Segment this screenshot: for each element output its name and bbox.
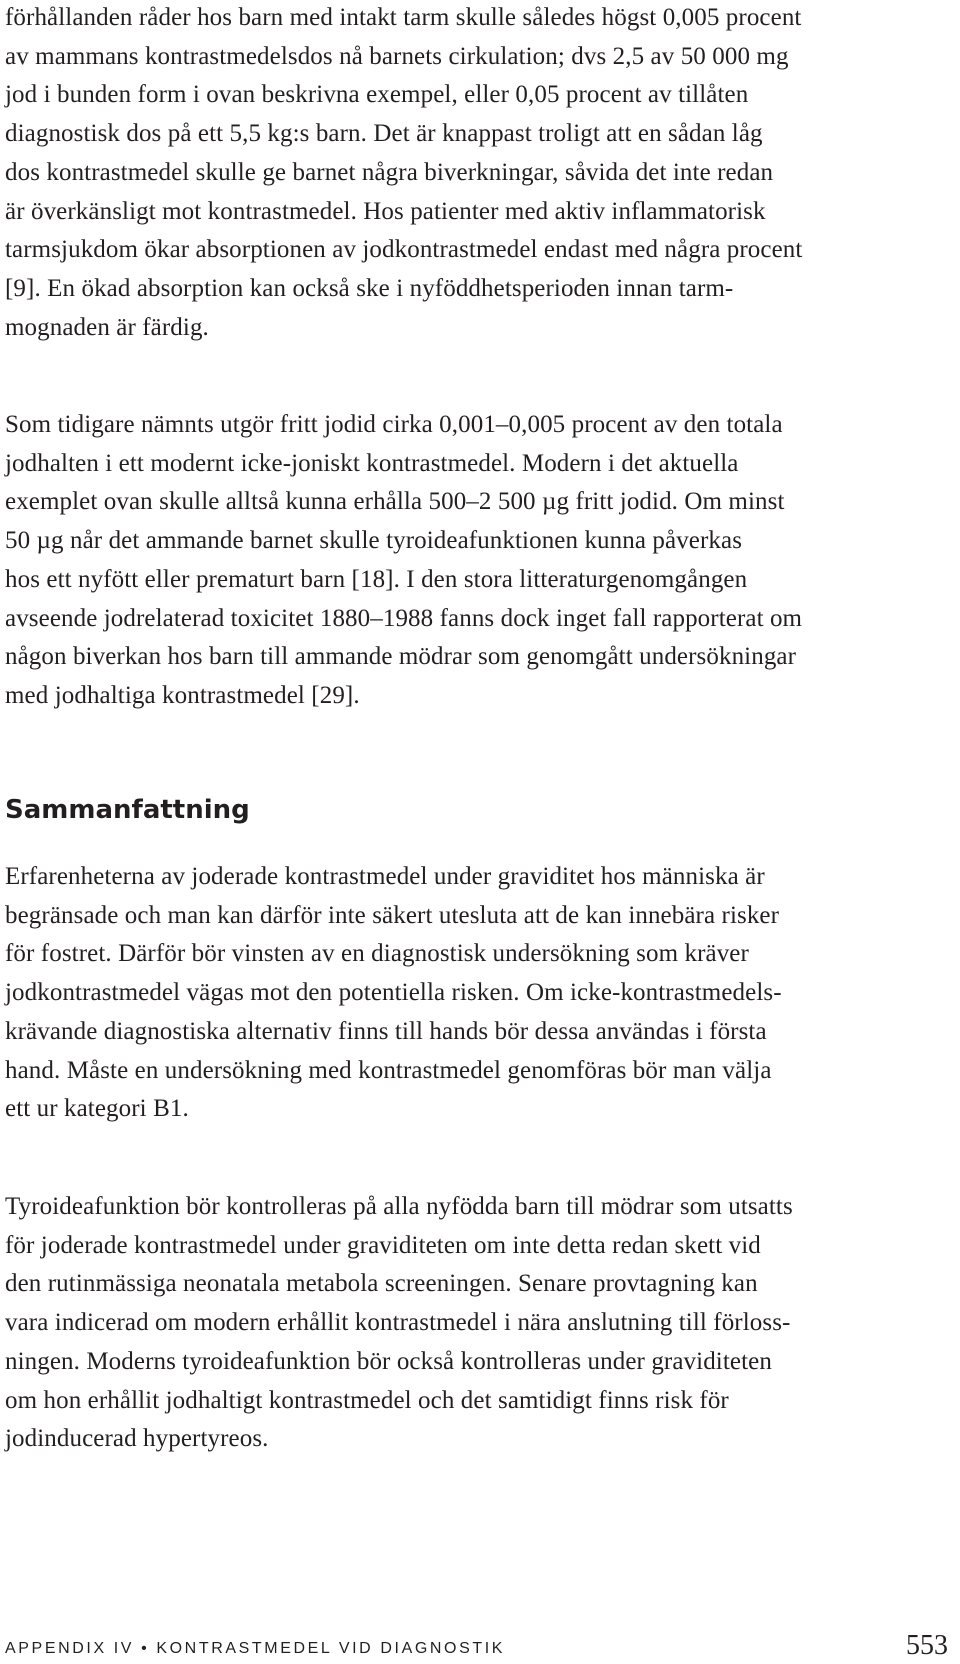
text-line: Erfarenheterna av joderade kontrastmedel under graviditet hos människa är xyxy=(5,863,765,890)
text-line: är överkänsligt mot kontrastmedel. Hos patienter med aktiv inflammatorisk xyxy=(5,197,766,225)
text-line: någon biverkan hos barn till ammande mödrar som genomgått undersökningar xyxy=(5,643,797,671)
text-line: jodkontrastmedel vägas mot den potentiella risken. Om icke-kontrastmedels- xyxy=(5,979,782,1007)
text-line: vara indicerad om modern erhållit kontrastmedel i nära anslutning till förloss- xyxy=(5,1309,791,1337)
text-line: krävande diagnostiska alternativ finns till hands bör dessa användas i första xyxy=(5,1017,767,1045)
page-footer xyxy=(5,1630,948,1664)
text-line: förhållanden råder hos barn med intakt tarm skulle således högst 0,005 procent xyxy=(5,4,802,31)
text-line: Som tidigare nämnts utgör fritt jodid cirka 0,001–0,005 procent av den totala xyxy=(5,411,783,438)
text-line: jod i bunden form i ovan beskrivna exempel, eller 0,05 procent av tillåten xyxy=(5,81,749,109)
running-title: APPENDIX IV • KONTRASTMEDEL VID DIAGNOSTIK xyxy=(5,1640,506,1657)
text-line: för joderade kontrastmedel under graviditeten om inte detta redan skett vid xyxy=(5,1231,761,1259)
text-line: begränsade och man kan därför inte säkert utesluta att de kan innebära risker xyxy=(5,901,780,929)
page-number: 553 xyxy=(906,1630,948,1661)
text-line: [9]. En ökad absorption kan också ske i nyföddhetsperioden innan tarm- xyxy=(5,274,734,302)
text-line: tarmsjukdom ökar absorptionen av jodkontrastmedel endast med några procent xyxy=(5,236,803,264)
paragraph-2 xyxy=(5,406,940,716)
text-line: Tyroideafunktion bör kontrolleras på alla nyfödda barn till mödrar som utsatts xyxy=(5,1193,793,1220)
text-line: dos kontrastmedel skulle ge barnet några biverkningar, såvida det inte redan xyxy=(5,158,774,186)
text-line: avseende jodrelaterad toxicitet 1880–1988 fanns dock inget fall rapporterat om xyxy=(5,604,803,632)
paragraph-1 xyxy=(5,0,940,347)
text-line: om hon erhållit jodhaltigt kontrastmedel och det samtidigt finns risk för xyxy=(5,1386,729,1414)
text-line: 50 µg når det ammande barnet skulle tyroideafunktionen kunna påverkas xyxy=(5,527,743,555)
text-line: hos ett nyfött eller prematurt barn [18]. I den stora litteraturgenomgången xyxy=(5,565,748,593)
text-line: mognaden är färdig. xyxy=(5,313,209,341)
section-heading: Sammanfattning xyxy=(5,795,250,825)
text-line: med jodhaltiga kontrastmedel [29]. xyxy=(5,681,360,709)
text-line: exemplet ovan skulle alltså kunna erhålla 500–2 500 µg fritt jodid. Om minst xyxy=(5,488,785,516)
text-line: ett ur kategori B1. xyxy=(5,1095,189,1123)
text-line: jodinducerad hypertyreos. xyxy=(5,1425,269,1453)
text-line: den rutinmässiga neonatala metabola screeningen. Senare provtagning kan xyxy=(5,1270,758,1298)
text-line: diagnostisk dos på ett 5,5 kg:s barn. Det är knappast troligt att en sådan låg xyxy=(5,120,763,148)
text-line: av mammans kontrastmedelsdos nå barnets cirkulation; dvs 2,5 av 50 000 mg xyxy=(5,42,789,70)
paragraph-3 xyxy=(5,858,940,1129)
text-line: för fostret. Därför bör vinsten av en diagnostisk undersökning som kräver xyxy=(5,940,749,968)
text-line: hand. Måste en undersökning med kontrastmedel genomföras bör man välja xyxy=(5,1056,772,1084)
text-line: jodhalten i ett modernt icke-joniskt kontrastmedel. Modern i det aktuella xyxy=(5,449,739,477)
paragraph-4 xyxy=(5,1188,940,1459)
text-line: ningen. Moderns tyroideafunktion bör också kontrolleras under graviditeten xyxy=(5,1347,772,1375)
